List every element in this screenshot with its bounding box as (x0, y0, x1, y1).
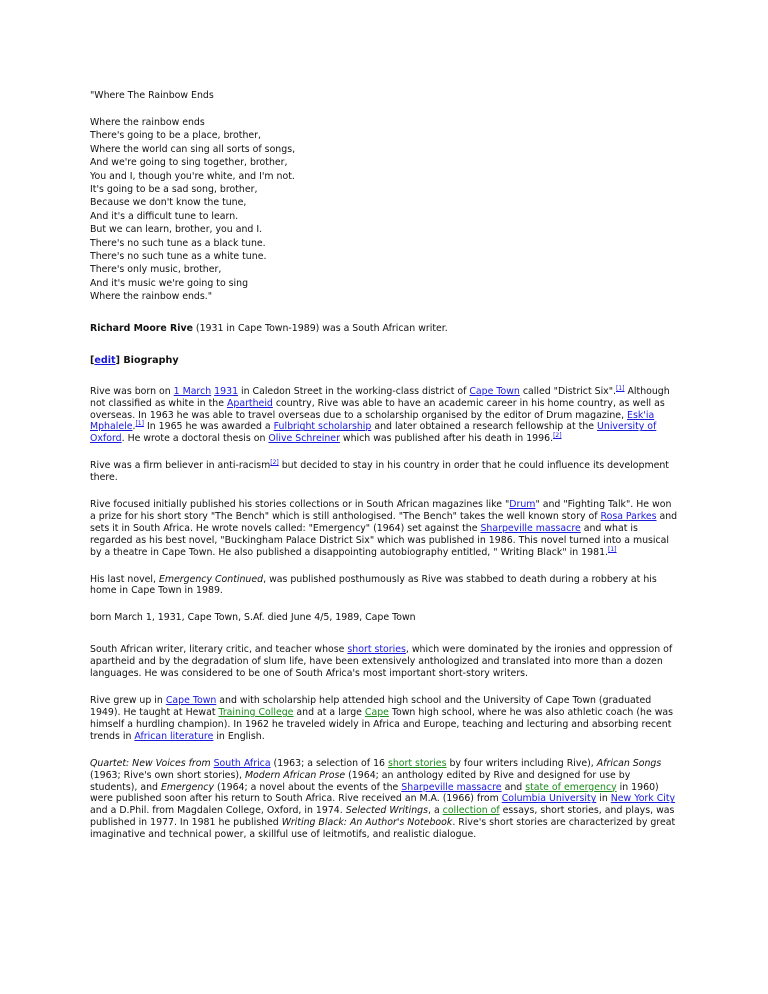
paragraph-summary: South African writer, literary critic, and teacher whose short stories, which were dominated by the ironies and oppression of apartheid and by the degradation of slum life, have been extensively anthologized and translated into more than a dozen languages. He was considered to be one of South Africa's most important short-story writers. (90, 644, 673, 680)
author-name: Richard Moore Rive (90, 322, 193, 334)
link-state-of-emergency[interactable]: state of emergency (525, 781, 617, 793)
poem-line: You and I, though you're white, and I'm not. (90, 170, 295, 182)
link-new-york-city[interactable]: New York City (610, 793, 676, 805)
link-cape[interactable]: Cape (364, 707, 389, 718)
paragraph-works: Rive focused initially published his stories collections or in South African magazines like "Drum" and "Fighting Talk". He won a prize for his short story "The Bench" which is still anthologised. "The Bench" takes the well known story of Rosa Parkes and sets it in South Africa. He wrote novels called: "Emergency" (1964) set against the Sharpeville massacre and what is regarded as his best novel, "Buckingham Palace District Six" which was published in 1986. This novel turned into a musical by a theatre in Cape Town. He also published a disappointing autobiography entitled, " Writing Black" in 1981.[1] (90, 499, 678, 558)
intro-paragraph: Richard Moore Rive (1931 in Cape Town-1989) was a South African writer. (90, 322, 448, 334)
paragraph-early-life: Rive was born on 1 March 1931 in Caledon Street in the working-class district of Cape Town called "District Six".[1] Although not classified as white in the Apartheid country, Rive was able to have an academic career in his home country, as well as overseas. In 1963 he was able to travel overseas due to a scholarship organised by the editor of Drum magazine, Esk'ia Mphalele.[1] In 1965 he was awarded a Fulbright scholarship and later obtained a research fellowship at the University of Oxford. He wrote a doctoral thesis on Olive Schreiner which was published after his death in 1996.[2] (90, 384, 670, 445)
link-university-of-oxford[interactable]: University of Oxford (90, 421, 657, 445)
poem-line: And we're going to sing together, brother, (90, 157, 288, 169)
citation-link[interactable]: [2] (270, 459, 279, 467)
paragraph-bibliography: Quartet: New Voices from South Africa (1963; a selection of 16 short stories by four writers including Rive), African Songs (1963; Rive's own short stories), Modern African Prose (1964; an anthology edited by Rive and designed for use by students), and Emergency (1964; a novel about the events of the Sharpeville massacre and state of emergency in 1960) were published soon after his return to South Africa. Rive received an M.A. (1966) from Columbia University in New York City and a D.Phil. from Magdalen College, Oxford, in 1974. Selected Writings, a collection of essays, short stories, and plays, was published in 1977. In 1981 he published Writing Black: An Author's Notebook. Rive's short stories are characterized by great imaginative and technical power, a skillful use of leitmotifs, and realistic dialogue. (90, 757, 676, 841)
poem-line: Where the rainbow ends." (90, 291, 213, 303)
citation-link[interactable]: [1] (608, 545, 617, 553)
birth-death-line: born March 1, 1931, Cape Town, S.Af. died June 4/5, 1989, Cape Town (90, 612, 416, 624)
link-1-march[interactable]: 1 March (173, 385, 212, 397)
link-cape-town[interactable]: Cape Town (165, 695, 217, 707)
document-page (90, 89, 680, 856)
section-title: Biography (120, 354, 179, 366)
link-sharpeville-massacre[interactable]: Sharpeville massacre (480, 522, 581, 534)
poem-line: There's going to be a place, brother, (90, 130, 262, 142)
link-collection-of[interactable]: collection of (442, 805, 500, 817)
poem (90, 116, 680, 304)
poem-line: It's going to be a sad song, brother, (90, 184, 258, 196)
edit-link[interactable]: edit (94, 354, 116, 366)
link-sharpeville-massacre[interactable]: Sharpeville massacre (401, 781, 502, 793)
link-african-literature[interactable]: African literature (134, 730, 214, 742)
link-1931[interactable]: 1931 (214, 385, 239, 397)
link-apartheid[interactable]: Apartheid (226, 397, 273, 409)
link-short-stories[interactable]: short stories (347, 644, 406, 656)
link-fulbright-scholarship[interactable]: Fulbright scholarship (273, 421, 372, 433)
poem-line: Where the rainbow ends (90, 117, 205, 128)
poem-line: There's no such tune as a white tune. (90, 251, 267, 263)
link-columbia-university[interactable]: Columbia University (501, 793, 597, 805)
poem-line: And it's music we're going to sing (90, 277, 249, 289)
poem-line: But we can learn, brother, you and I. (90, 224, 263, 236)
poem-title: "Where The Rainbow Ends (90, 90, 214, 101)
paragraph-last-novel: His last novel, Emergency Continued, was published posthumously as Rive was stabbed to death during a robbery at his home in Cape Town in 1989. (90, 573, 657, 597)
paragraph-education: Rive grew up in Cape Town and with scholarship help attended high school and the University of Cape Town (graduated 1949). He taught at Hewat Training College and at a large Cape Town high school, where he was also athletic coach (he was himself a hurdling champion). In 1962 he traveled widely in Africa and Europe, teaching and lecturing and absorbing recent trends in African literature in English. (90, 695, 673, 742)
citation-link[interactable]: [2] (553, 432, 562, 440)
poem-line: There's no such tune as a black tune. (90, 237, 266, 249)
link-drum[interactable]: Drum (509, 499, 536, 511)
link-south-africa[interactable]: South Africa (213, 757, 271, 769)
section-heading-biography: [edit] Biography (90, 354, 179, 366)
link-eskia-mphalele[interactable]: Esk'ia Mphalele (90, 409, 655, 433)
citation-link[interactable]: [1] (616, 384, 625, 392)
paragraph-anti-racism: Rive was a firm believer in anti-racism[2] but decided to stay in his country in order that he could influence its development there. (90, 459, 669, 484)
link-short-stories[interactable]: short stories (387, 757, 447, 769)
link-rosa-parkes[interactable]: Rosa Parkes (600, 510, 657, 522)
link-olive-schreiner[interactable]: Olive Schreiner (268, 433, 340, 445)
poem-line: Where the world can sing all sorts of songs, (90, 143, 296, 155)
poem-line: Because we don't know the tune, (90, 197, 247, 209)
citation-link[interactable]: [1] (135, 420, 144, 428)
poem-line: There's only music, brother, (90, 264, 222, 276)
poem-line: And it's a difficult tune to learn. (90, 210, 239, 222)
link-training-college[interactable]: Training College (218, 707, 294, 718)
link-cape-town[interactable]: Cape Town (469, 385, 520, 397)
